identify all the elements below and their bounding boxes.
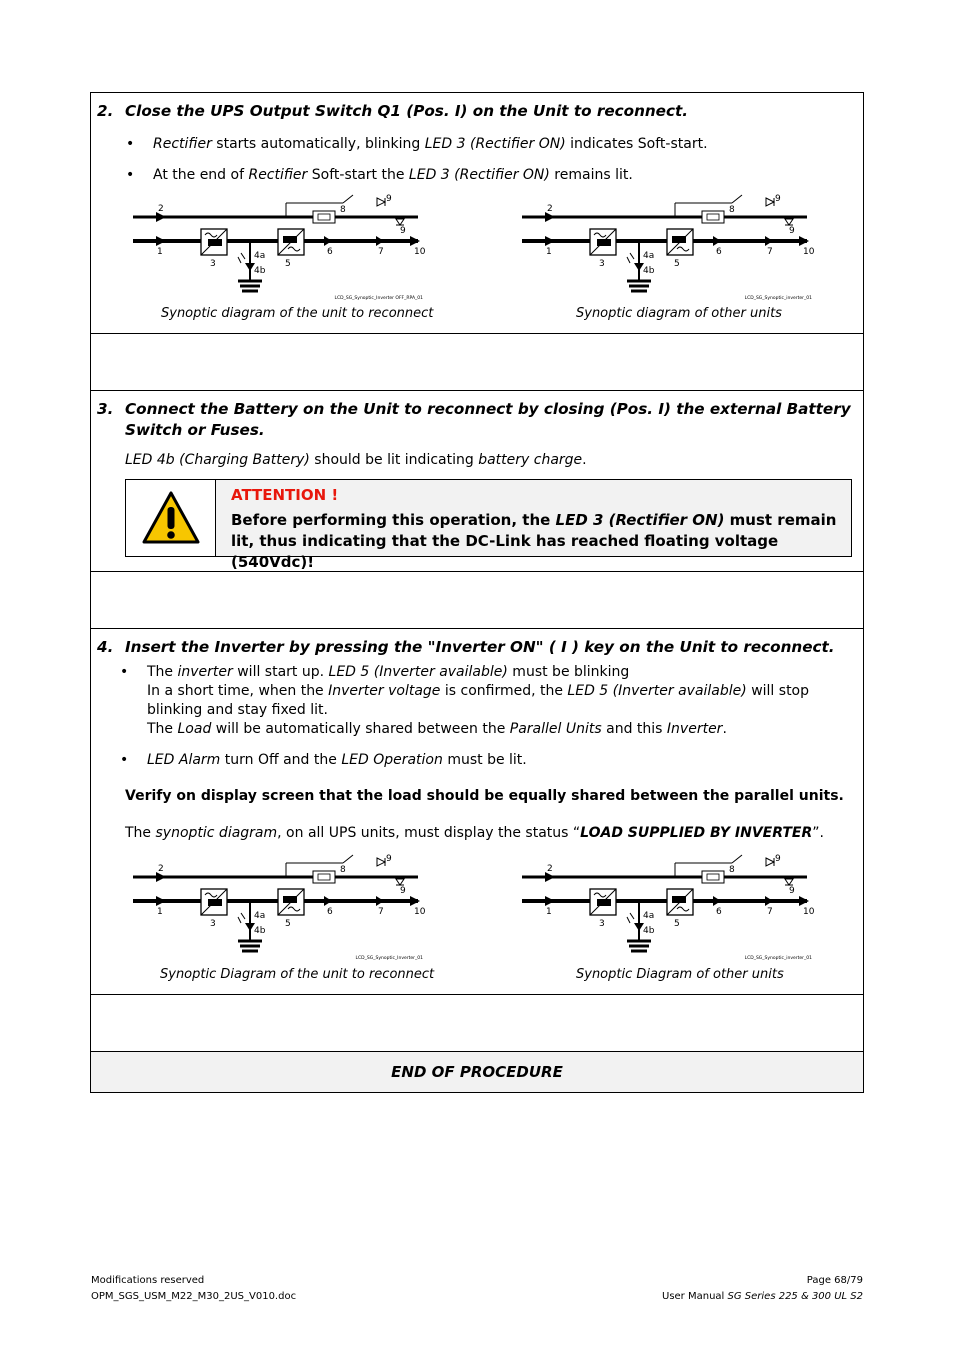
attention-title: ATTENTION !	[231, 486, 339, 504]
step-3-heading	[91, 399, 863, 441]
step-2-heading	[91, 101, 863, 122]
diagram-label-l3: 3	[210, 259, 216, 269]
spacer-row	[91, 334, 863, 391]
synoptic-status-note: The synoptic diagram, on all UPS units, must display the status “LOAD SUPPLIED BY INVERTER”.	[125, 825, 824, 841]
caption-left: Synoptic diagram of the unit to reconnect	[161, 306, 434, 321]
diagram-label-l7: 7	[767, 247, 773, 257]
diagram-label-l9a: 9	[775, 194, 781, 204]
attention-box	[125, 479, 852, 571]
synoptic-diagram-svg	[128, 851, 438, 961]
diagram-label-l4a: 4a	[643, 251, 655, 261]
spacer-row	[91, 995, 863, 1052]
diagram-label-l8: 8	[729, 865, 735, 875]
list-item: • Rectifier starts automatically, blinking LED 3 (Rectifier ON) indicates Soft-start.	[153, 135, 851, 154]
step-number: 2.	[97, 102, 114, 120]
end-of-procedure: END OF PROCEDURE	[91, 1052, 863, 1092]
diagram-label-l4a: 4a	[254, 251, 266, 261]
diagram-label-l9a: 9	[775, 854, 781, 864]
attention-text: Before performing this operation, the LED 3 (Rectifier ON) must remain lit, thus indicating that the DC-Link has reached floating voltage (540Vdc)!	[231, 511, 837, 571]
diagram-label-l8: 8	[729, 205, 735, 215]
diagram-label-l3: 3	[599, 259, 605, 269]
diagram-label-l2: 2	[158, 204, 164, 214]
step-4-bullets	[147, 663, 851, 770]
synoptic-diagram-left	[128, 191, 438, 305]
step-4-section	[91, 629, 863, 995]
diagram-label-l6: 6	[716, 247, 722, 257]
diagram-label-l9b: 9	[789, 886, 795, 896]
diagram-label-l5: 5	[285, 259, 291, 269]
step-number: 4.	[97, 638, 114, 656]
synoptic-diagram-left	[128, 851, 438, 965]
diagram-label-l6: 6	[327, 247, 333, 257]
diagram-label-l10: 10	[803, 907, 815, 917]
diagram-label-l4b: 4b	[643, 926, 655, 936]
step-2-bullets	[153, 135, 851, 185]
synoptic-diagram-right	[517, 191, 827, 305]
diagram-label-l6: 6	[327, 907, 333, 917]
verify-note: Verify on display screen that the load should be equally shared between the parallel units.	[125, 788, 844, 804]
diagram-label-l9b: 9	[400, 886, 406, 896]
footer-right	[662, 1273, 863, 1305]
diagram-label-l8: 8	[340, 205, 346, 215]
diagram-label-l5: 5	[285, 919, 291, 929]
spacer-row	[91, 572, 863, 629]
caption-right: Synoptic diagram of other units	[576, 306, 782, 321]
diagram-label-l6: 6	[716, 907, 722, 917]
diagram-label-l2: 2	[547, 204, 553, 214]
diagram-label-l5: 5	[674, 919, 680, 929]
diagram-label-l4b: 4b	[254, 926, 266, 936]
footer-modifications: Modifications reserved	[91, 1275, 205, 1286]
diagram-label-l9b: 9	[400, 226, 406, 236]
diagram-label-l1: 1	[157, 247, 163, 257]
footer-filename: OPM_SGS_USM_M22_M30_2US_V010.doc	[91, 1291, 297, 1302]
diagram-label-l4b: 4b	[254, 266, 266, 276]
diagram-label-l5: 5	[674, 259, 680, 269]
diagram-label-l7: 7	[378, 907, 384, 917]
synoptic-diagram-svg	[517, 191, 827, 301]
diagram-label-l9a: 9	[386, 194, 392, 204]
diagram-label-l4a: 4a	[643, 911, 655, 921]
diagram-label-l2: 2	[547, 864, 553, 874]
synoptic-diagram-svg	[517, 851, 827, 961]
diagram-label-l9a: 9	[386, 854, 392, 864]
diagram-label-l1: 1	[546, 247, 552, 257]
warning-triangle-icon	[141, 490, 201, 546]
step-3-section	[91, 391, 863, 572]
diagram-label-l9b: 9	[789, 226, 795, 236]
caption-right: Synoptic Diagram of other units	[576, 967, 784, 982]
list-item: • The inverter will start up. LED 5 (Inverter available) must be blinking In a short time, when the Inverter voltage is confirmed, the LED 5 (Inverter available) will stop blinking and stay fixed lit. The Load will be automatically shared between the Parallel Units and this Inverter.	[147, 663, 851, 739]
diagram-code: LCD_SG_Synoptic_inverter_01	[744, 296, 812, 301]
diagram-label-l1: 1	[546, 907, 552, 917]
step-4-heading	[91, 637, 863, 658]
footer-page-number: Page 68/79	[806, 1275, 863, 1286]
diagram-label-l10: 10	[414, 907, 426, 917]
diagram-code: LCD_SG_Synoptic_inverter_01	[744, 956, 812, 961]
caption-left: Synoptic Diagram of the unit to reconnect	[160, 967, 435, 982]
diagram-label-l10: 10	[803, 247, 815, 257]
diagram-label-l3: 3	[210, 919, 216, 929]
step-title: Close the UPS Output Switch Q1 (Pos. I) on the Unit to reconnect.	[125, 102, 689, 120]
synoptic-diagram-right	[517, 851, 827, 965]
diagram-label-l10: 10	[414, 247, 426, 257]
step-title: Connect the Battery on the Unit to reconnect by closing (Pos. I) the external Battery Switch or Fuses.	[125, 400, 851, 439]
footer-left	[91, 1273, 296, 1305]
diagram-label-l4b: 4b	[643, 266, 655, 276]
diagram-label-l8: 8	[340, 865, 346, 875]
diagram-label-l3: 3	[599, 919, 605, 929]
step-title: Insert the Inverter by pressing the "Inverter ON" ( I ) key on the Unit to reconnect.	[125, 638, 835, 656]
step-2-section	[91, 93, 863, 334]
diagram-label-l7: 7	[378, 247, 384, 257]
diagram-label-l1: 1	[157, 907, 163, 917]
footer-manual: User Manual SG Series 225 & 300 UL S2	[662, 1291, 863, 1302]
diagram-label-l7: 7	[767, 907, 773, 917]
list-item: • LED Alarm turn Off and the LED Operation must be lit.	[147, 751, 851, 770]
diagram-code: LCD_SG_Synoptic_Inverter_01	[355, 956, 423, 961]
diagram-label-l4a: 4a	[254, 911, 266, 921]
procedure-frame	[90, 92, 864, 1093]
step-3-note: LED 4b (Charging Battery) should be lit indicating battery charge.	[125, 452, 587, 468]
synoptic-diagram-svg	[128, 191, 438, 301]
attention-icon-cell	[126, 480, 216, 556]
step-number: 3.	[97, 400, 114, 418]
diagram-label-l2: 2	[158, 864, 164, 874]
list-item: • At the end of Rectifier Soft-start the LED 3 (Rectifier ON) remains lit.	[153, 166, 851, 185]
diagram-code: LCD_SG_Synoptic_Inverter OFF_RPA_01	[334, 296, 423, 301]
